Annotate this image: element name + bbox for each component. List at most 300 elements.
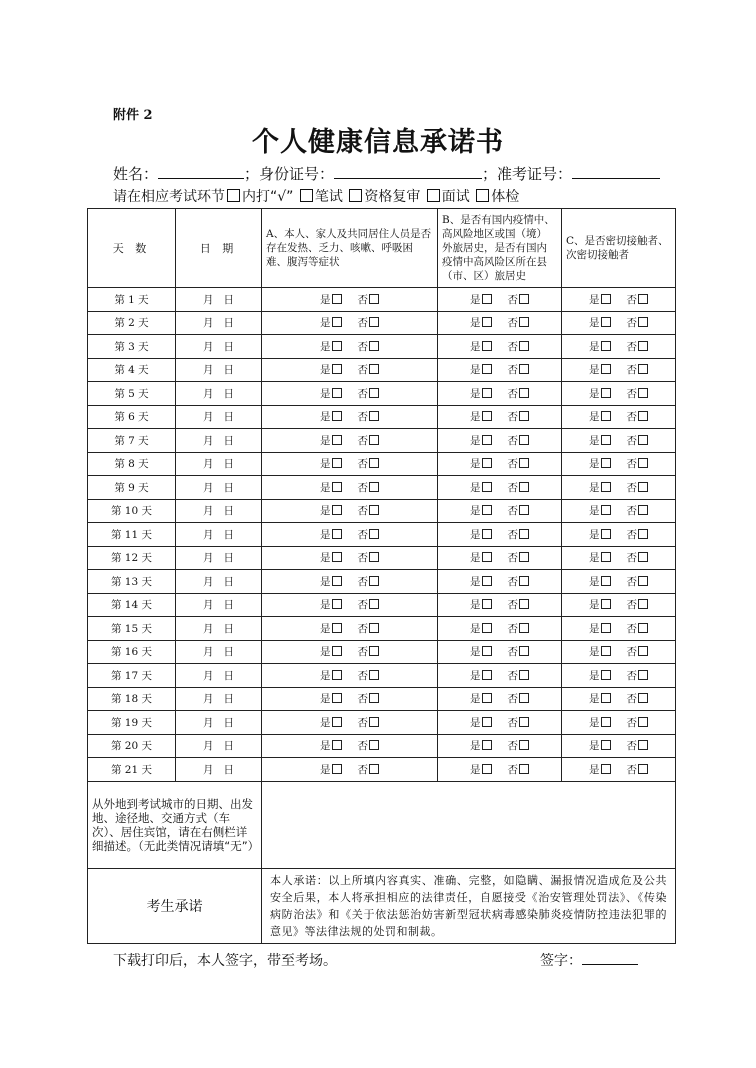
yes-checkbox[interactable] (601, 576, 611, 586)
yes-checkbox[interactable] (482, 623, 492, 633)
no-label: 否 (357, 599, 368, 612)
yes-checkbox[interactable] (332, 294, 342, 304)
yes-checkbox[interactable] (332, 740, 342, 750)
yes-checkbox[interactable] (601, 294, 611, 304)
yes-checkbox[interactable] (601, 764, 611, 774)
yes-label: 是 (589, 622, 600, 635)
yes-checkbox[interactable] (332, 529, 342, 539)
answer-cell-c (562, 335, 676, 359)
answer-cell-c (562, 593, 676, 617)
yes-label: 是 (320, 458, 331, 471)
no-checkbox[interactable] (638, 529, 648, 539)
answer-cell-c (562, 617, 676, 641)
day-cell: 第 9 天 (88, 476, 176, 500)
no-label: 否 (357, 716, 368, 729)
yes-checkbox[interactable] (482, 364, 492, 374)
yes-checkbox[interactable] (332, 670, 342, 680)
ticket-number-field[interactable] (572, 164, 660, 179)
no-checkbox[interactable] (519, 482, 529, 492)
yes-checkbox[interactable] (332, 599, 342, 609)
answer-cell-a (262, 499, 438, 523)
day-rows (88, 288, 676, 782)
table-row (88, 546, 676, 570)
answer-cell-b (438, 405, 562, 429)
header-col-a: A、本人、家人及共同居住人员是否存在发热、乏力、咳嗽、呼吸困难、腹泻等症状 (262, 209, 438, 288)
answer-cell-c (562, 499, 676, 523)
yes-checkbox[interactable] (332, 764, 342, 774)
no-checkbox[interactable] (638, 435, 648, 445)
yes-checkbox[interactable] (482, 411, 492, 421)
answer-cell-b (438, 711, 562, 735)
yes-checkbox[interactable] (601, 529, 611, 539)
answer-cell-a (262, 335, 438, 359)
answer-cell-c (562, 664, 676, 688)
yes-label: 是 (589, 646, 600, 659)
no-checkbox[interactable] (519, 740, 529, 750)
no-checkbox[interactable] (519, 435, 529, 445)
yes-label: 是 (470, 646, 481, 659)
answer-cell-a (262, 288, 438, 312)
no-checkbox[interactable] (519, 599, 529, 609)
no-checkbox[interactable] (638, 717, 648, 727)
yes-checkbox[interactable] (601, 317, 611, 327)
no-checkbox[interactable] (369, 458, 379, 468)
yes-label: 是 (589, 387, 600, 400)
answer-cell-c (562, 476, 676, 500)
header-day: 天 数 (88, 209, 176, 288)
answer-cell-c (562, 734, 676, 758)
no-checkbox[interactable] (519, 364, 529, 374)
no-label: 否 (507, 599, 518, 612)
date-cell: 月 日 (176, 570, 262, 594)
no-checkbox[interactable] (519, 670, 529, 680)
answer-cell-b (438, 593, 562, 617)
no-label: 否 (357, 411, 368, 424)
option-physical-exam: 体检 (491, 189, 520, 205)
no-label: 否 (357, 458, 368, 471)
yes-label: 是 (470, 763, 481, 776)
no-checkbox[interactable] (638, 317, 648, 327)
signature-field[interactable] (582, 950, 638, 965)
no-label: 否 (507, 481, 518, 494)
yes-label: 是 (470, 528, 481, 541)
date-cell: 月 日 (176, 523, 262, 547)
no-label: 否 (626, 693, 637, 706)
no-label: 否 (507, 411, 518, 424)
no-checkbox[interactable] (638, 623, 648, 633)
no-checkbox[interactable] (519, 411, 529, 421)
yes-label: 是 (589, 293, 600, 306)
yes-label: 是 (470, 505, 481, 518)
answer-cell-b (438, 429, 562, 453)
answer-cell-c (562, 758, 676, 782)
exam-stage-line (113, 186, 519, 206)
no-label: 否 (357, 646, 368, 659)
no-label: 否 (626, 646, 637, 659)
day-cell: 第 20 天 (88, 734, 176, 758)
yes-checkbox[interactable] (482, 388, 492, 398)
no-label: 否 (507, 293, 518, 306)
no-checkbox[interactable] (519, 717, 529, 727)
yes-checkbox[interactable] (332, 317, 342, 327)
signature-line (540, 950, 638, 970)
answer-cell-a (262, 429, 438, 453)
answer-cell-c (562, 640, 676, 664)
answer-cell-b (438, 546, 562, 570)
no-label: 否 (507, 317, 518, 330)
yes-checkbox[interactable] (482, 576, 492, 586)
answer-cell-a (262, 523, 438, 547)
day-cell: 第 19 天 (88, 711, 176, 735)
answer-cell-b (438, 476, 562, 500)
date-cell: 月 日 (176, 382, 262, 406)
answer-cell-b (438, 382, 562, 406)
no-checkbox[interactable] (369, 693, 379, 703)
date-cell: 月 日 (176, 593, 262, 617)
yes-label: 是 (320, 293, 331, 306)
yes-checkbox[interactable] (482, 294, 492, 304)
answer-cell-c (562, 288, 676, 312)
no-checkbox[interactable] (638, 388, 648, 398)
yes-label: 是 (320, 387, 331, 400)
no-label: 否 (357, 293, 368, 306)
no-checkbox[interactable] (369, 317, 379, 327)
yes-checkbox[interactable] (332, 482, 342, 492)
answer-cell-a (262, 617, 438, 641)
date-cell: 月 日 (176, 288, 262, 312)
yes-checkbox[interactable] (332, 505, 342, 515)
header-col-b: B、是否有国内疫情中、高风险地区或国（境）外旅居史，是否有国内疫情中高风险区所在县（市、区）旅居史 (438, 209, 562, 288)
name-field[interactable] (158, 164, 244, 179)
no-checkbox[interactable] (638, 458, 648, 468)
yes-label: 是 (320, 622, 331, 635)
no-checkbox[interactable] (638, 670, 648, 680)
day-cell: 第 13 天 (88, 570, 176, 594)
yes-label: 是 (589, 434, 600, 447)
table-row (88, 358, 676, 382)
no-checkbox[interactable] (519, 693, 529, 703)
no-label: 否 (357, 387, 368, 400)
answer-cell-a (262, 546, 438, 570)
no-checkbox[interactable] (519, 458, 529, 468)
yes-checkbox[interactable] (332, 552, 342, 562)
no-checkbox[interactable] (519, 646, 529, 656)
no-label: 否 (626, 763, 637, 776)
answer-cell-a (262, 476, 438, 500)
table-row (88, 382, 676, 406)
yes-label: 是 (470, 340, 481, 353)
no-checkbox[interactable] (369, 670, 379, 680)
yes-checkbox[interactable] (482, 529, 492, 539)
no-label: 否 (626, 364, 637, 377)
yes-checkbox[interactable] (482, 717, 492, 727)
yes-label: 是 (320, 575, 331, 588)
no-label: 否 (626, 716, 637, 729)
answer-cell-a (262, 640, 438, 664)
yes-checkbox[interactable] (332, 693, 342, 703)
yes-label: 是 (470, 411, 481, 424)
no-checkbox[interactable] (369, 576, 379, 586)
day-cell: 第 16 天 (88, 640, 176, 664)
date-cell: 月 日 (176, 335, 262, 359)
yes-label: 是 (470, 317, 481, 330)
table-row (88, 711, 676, 735)
pledge-row (88, 868, 676, 943)
no-label: 否 (507, 458, 518, 471)
answer-cell-a (262, 711, 438, 735)
table-row (88, 640, 676, 664)
yes-checkbox[interactable] (601, 458, 611, 468)
answer-cell-b (438, 664, 562, 688)
date-cell: 月 日 (176, 311, 262, 335)
checkbox-icon (227, 189, 240, 202)
day-cell: 第 21 天 (88, 758, 176, 782)
table-row (88, 664, 676, 688)
yes-label: 是 (320, 693, 331, 706)
yes-checkbox[interactable] (482, 458, 492, 468)
day-cell: 第 6 天 (88, 405, 176, 429)
no-checkbox[interactable] (638, 693, 648, 703)
yes-label: 是 (589, 505, 600, 518)
yes-checkbox[interactable] (601, 364, 611, 374)
yes-checkbox[interactable] (332, 341, 342, 351)
no-checkbox[interactable] (519, 317, 529, 327)
yes-checkbox[interactable] (601, 341, 611, 351)
yes-label: 是 (470, 434, 481, 447)
yes-label: 是 (589, 599, 600, 612)
yes-checkbox[interactable] (601, 411, 611, 421)
no-checkbox[interactable] (638, 482, 648, 492)
no-label: 否 (507, 669, 518, 682)
yes-checkbox[interactable] (601, 388, 611, 398)
no-checkbox[interactable] (519, 529, 529, 539)
yes-checkbox[interactable] (601, 482, 611, 492)
answer-cell-b (438, 758, 562, 782)
answer-cell-b (438, 358, 562, 382)
page-title: 个人健康信息承诺书 (252, 127, 504, 158)
no-label: 否 (507, 763, 518, 776)
yes-label: 是 (470, 693, 481, 706)
qualification-review-checkbox[interactable] (349, 189, 362, 202)
no-label: 否 (507, 364, 518, 377)
yes-checkbox[interactable] (601, 552, 611, 562)
day-cell: 第 5 天 (88, 382, 176, 406)
answer-cell-b (438, 734, 562, 758)
yes-label: 是 (470, 364, 481, 377)
answer-cell-b (438, 288, 562, 312)
yes-checkbox[interactable] (482, 646, 492, 656)
table-row (88, 758, 676, 782)
no-checkbox[interactable] (369, 482, 379, 492)
yes-label: 是 (470, 575, 481, 588)
no-checkbox[interactable] (369, 646, 379, 656)
yes-checkbox[interactable] (482, 693, 492, 703)
no-label: 否 (357, 317, 368, 330)
yes-checkbox[interactable] (332, 388, 342, 398)
yes-checkbox[interactable] (482, 599, 492, 609)
yes-checkbox[interactable] (601, 717, 611, 727)
no-checkbox[interactable] (369, 529, 379, 539)
answer-cell-a (262, 358, 438, 382)
header-col-c: C、是否密切接触者、次密切接触者 (562, 209, 676, 288)
no-checkbox[interactable] (638, 341, 648, 351)
yes-checkbox[interactable] (601, 646, 611, 656)
day-cell: 第 14 天 (88, 593, 176, 617)
no-checkbox[interactable] (638, 364, 648, 374)
no-checkbox[interactable] (519, 576, 529, 586)
table-row (88, 429, 676, 453)
yes-checkbox[interactable] (601, 505, 611, 515)
answer-cell-a (262, 382, 438, 406)
no-label: 否 (626, 434, 637, 447)
no-label: 否 (507, 528, 518, 541)
yes-label: 是 (320, 364, 331, 377)
day-cell: 第 10 天 (88, 499, 176, 523)
yes-checkbox[interactable] (601, 623, 611, 633)
no-checkbox[interactable] (519, 623, 529, 633)
no-checkbox[interactable] (369, 411, 379, 421)
yes-checkbox[interactable] (601, 693, 611, 703)
yes-checkbox[interactable] (601, 435, 611, 445)
table-row (88, 476, 676, 500)
day-cell: 第 15 天 (88, 617, 176, 641)
answer-cell-c (562, 523, 676, 547)
no-checkbox[interactable] (638, 764, 648, 774)
no-label: 否 (626, 552, 637, 565)
no-checkbox[interactable] (369, 505, 379, 515)
answer-cell-a (262, 452, 438, 476)
no-label: 否 (626, 740, 637, 753)
yes-checkbox[interactable] (601, 740, 611, 750)
no-checkbox[interactable] (638, 411, 648, 421)
yes-checkbox[interactable] (482, 482, 492, 492)
yes-checkbox[interactable] (332, 364, 342, 374)
id-label: ；身份证号： (244, 165, 335, 183)
table-row (88, 452, 676, 476)
yes-checkbox[interactable] (601, 599, 611, 609)
no-checkbox[interactable] (369, 717, 379, 727)
table-row (88, 288, 676, 312)
no-checkbox[interactable] (369, 599, 379, 609)
no-label: 否 (507, 646, 518, 659)
yes-checkbox[interactable] (482, 552, 492, 562)
table-row (88, 593, 676, 617)
no-checkbox[interactable] (519, 552, 529, 562)
id-number-field[interactable] (334, 164, 482, 179)
no-label: 否 (626, 528, 637, 541)
no-checkbox[interactable] (519, 294, 529, 304)
no-checkbox[interactable] (369, 388, 379, 398)
no-checkbox[interactable] (369, 341, 379, 351)
no-checkbox[interactable] (519, 764, 529, 774)
physical-exam-checkbox[interactable] (476, 189, 489, 202)
date-cell: 月 日 (176, 358, 262, 382)
yes-checkbox[interactable] (332, 646, 342, 656)
yes-checkbox[interactable] (482, 764, 492, 774)
yes-label: 是 (320, 599, 331, 612)
signature-label: 签字： (540, 953, 582, 969)
no-checkbox[interactable] (369, 623, 379, 633)
no-checkbox[interactable] (369, 294, 379, 304)
no-checkbox[interactable] (638, 552, 648, 562)
yes-checkbox[interactable] (482, 670, 492, 680)
no-checkbox[interactable] (519, 341, 529, 351)
no-checkbox[interactable] (369, 764, 379, 774)
no-checkbox[interactable] (638, 294, 648, 304)
yes-label: 是 (589, 458, 600, 471)
no-checkbox[interactable] (638, 599, 648, 609)
yes-checkbox[interactable] (332, 717, 342, 727)
yes-label: 是 (589, 317, 600, 330)
no-checkbox[interactable] (638, 740, 648, 750)
no-label: 否 (626, 317, 637, 330)
day-cell: 第 18 天 (88, 687, 176, 711)
day-cell: 第 12 天 (88, 546, 176, 570)
written-test-checkbox[interactable] (300, 189, 313, 202)
no-checkbox[interactable] (638, 576, 648, 586)
date-cell: 月 日 (176, 429, 262, 453)
yes-label: 是 (320, 528, 331, 541)
yes-checkbox[interactable] (482, 435, 492, 445)
answer-cell-a (262, 734, 438, 758)
yes-checkbox[interactable] (332, 576, 342, 586)
answer-cell-a (262, 405, 438, 429)
yes-checkbox[interactable] (482, 740, 492, 750)
yes-label: 是 (589, 716, 600, 729)
no-label: 否 (626, 505, 637, 518)
yes-checkbox[interactable] (482, 505, 492, 515)
date-cell: 月 日 (176, 664, 262, 688)
no-checkbox[interactable] (638, 646, 648, 656)
table-row (88, 335, 676, 359)
yes-checkbox[interactable] (332, 435, 342, 445)
no-checkbox[interactable] (369, 435, 379, 445)
table-row (88, 405, 676, 429)
pledge-label: 考生承诺 (88, 868, 262, 943)
no-label: 否 (507, 716, 518, 729)
no-checkbox[interactable] (369, 740, 379, 750)
answer-cell-b (438, 687, 562, 711)
answer-cell-c (562, 687, 676, 711)
yes-checkbox[interactable] (332, 623, 342, 633)
no-checkbox[interactable] (638, 505, 648, 515)
no-label: 否 (626, 293, 637, 306)
no-label: 否 (357, 340, 368, 353)
answer-cell-c (562, 358, 676, 382)
yes-checkbox[interactable] (332, 411, 342, 421)
yes-checkbox[interactable] (601, 670, 611, 680)
travel-details-field[interactable] (262, 781, 676, 868)
yes-checkbox[interactable] (482, 317, 492, 327)
answer-cell-a (262, 570, 438, 594)
no-checkbox[interactable] (369, 364, 379, 374)
table-row (88, 311, 676, 335)
yes-label: 是 (320, 669, 331, 682)
interview-checkbox[interactable] (427, 189, 440, 202)
no-checkbox[interactable] (369, 552, 379, 562)
answer-cell-b (438, 640, 562, 664)
no-checkbox[interactable] (519, 505, 529, 515)
no-checkbox[interactable] (519, 388, 529, 398)
yes-label: 是 (320, 505, 331, 518)
yes-checkbox[interactable] (482, 341, 492, 351)
no-label: 否 (357, 528, 368, 541)
answer-cell-a (262, 311, 438, 335)
yes-label: 是 (589, 411, 600, 424)
yes-checkbox[interactable] (332, 458, 342, 468)
date-cell: 月 日 (176, 499, 262, 523)
yes-label: 是 (320, 552, 331, 565)
